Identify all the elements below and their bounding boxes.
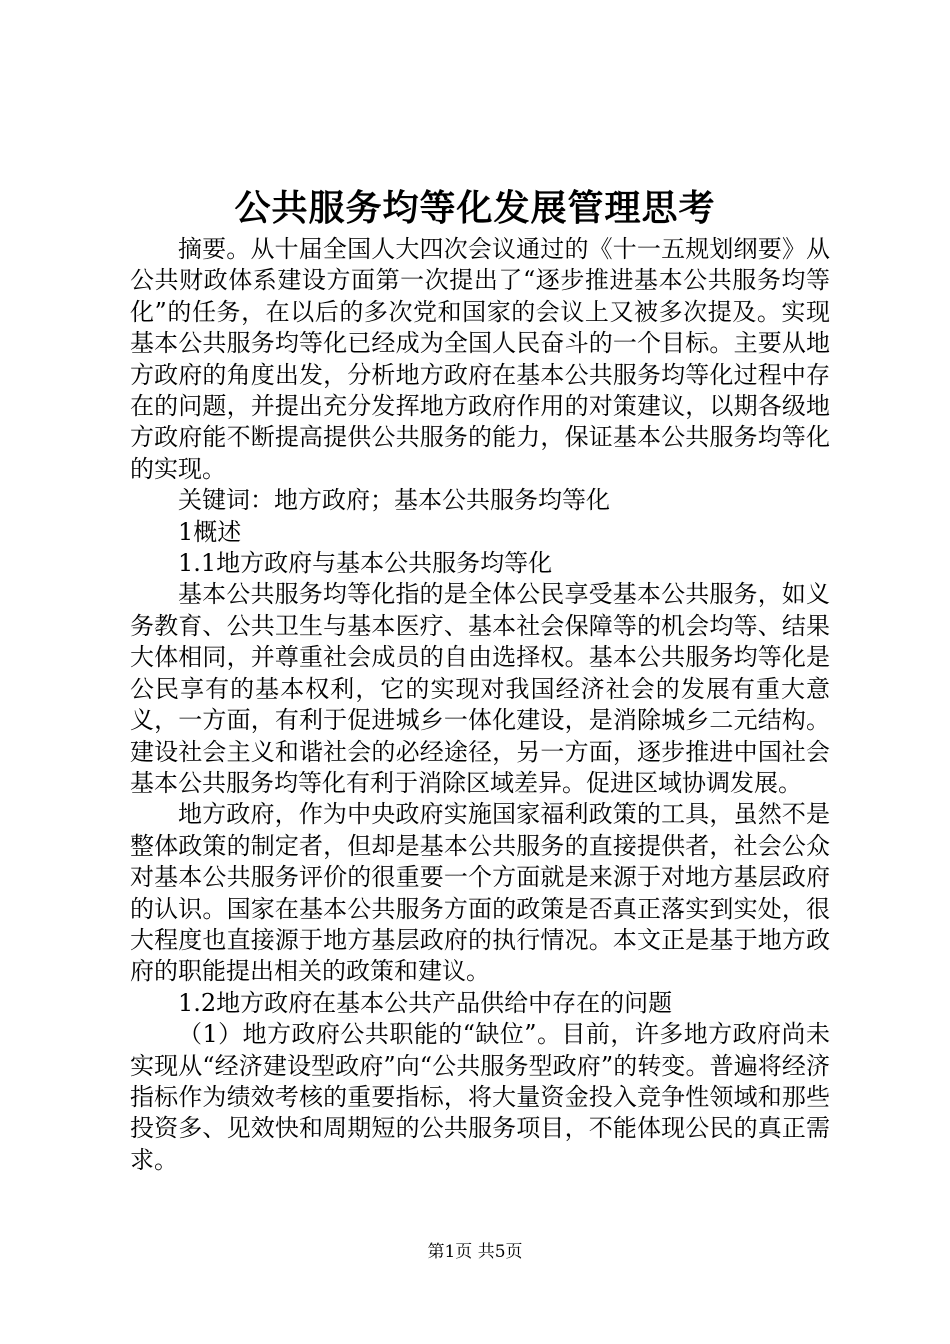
- body-paragraph: （1）地方政府公共职能的“缺位”。目前，许多地方政府尚未实现从“经济建设型政府”向“公共服务型政府”的转变。普遍将经济指标作为绩效考核的重要指标，将大量资金投入竞争性领域和那些投资多、见效快和周期短的公共服务项目，不能体现公民的真正需求。: [130, 1020, 830, 1174]
- keywords-line: 关键词：地方政府；基本公共服务均等化: [178, 486, 610, 515]
- section-heading-overview: 1概述: [178, 517, 242, 546]
- subsection-heading-1-2: 1.2地方政府在基本公共产品供给中存在的问题: [178, 988, 673, 1017]
- body-paragraph: 地方政府，作为中央政府实施国家福利政策的工具，虽然不是整体政策的制定者，但却是基本公共服务的直接提供者，社会公众对基本公共服务评价的很重要一个方面就是来源于对地方基层政府的认识。国家在基本公共服务方面的政策是否真正落实到实处，很大程度也直接源于地方基层政府的执行情况。本文正是基于地方政府的职能提出相关的政策和建议。: [130, 800, 830, 986]
- abstract-paragraph: 摘要。从十届全国人大四次会议通过的《十一五规划纲要》从公共财政体系建设方面第一次提出了“逐步推进基本公共服务均等化”的任务，在以后的多次党和国家的会议上又被多次提及。实现基本公共服务均等化已经成为全国人民奋斗的一个目标。主要从地方政府的角度出发，分析地方政府在基本公共服务均等化过程中存在的问题，并提出充分发挥地方政府作用的对策建议，以期各级地方政府能不断提高提供公共服务的能力，保证基本公共服务均等化的实现。: [130, 235, 830, 483]
- document-title: 公共服务均等化发展管理思考: [234, 187, 716, 229]
- document-body: [130, 234, 830, 1176]
- subsection-heading-1-1: 1.1地方政府与基本公共服务均等化: [178, 549, 553, 578]
- body-paragraph: 基本公共服务均等化指的是全体公民享受基本公共服务，如义务教育、公共卫生与基本医疗、基本社会保障等的机会均等、结果大体相同，并尊重社会成员的自由选择权。基本公共服务均等化是公民享有的基本权利，它的实现对我国经济社会的发展有重大意义，一方面，有利于促进城乡一体化建设，是消除城乡二元结构。建设社会主义和谐社会的必经途径，另一方面，逐步推进中国社会基本公共服务均等化有利于消除区域差异。促进区域协调发展。: [130, 580, 830, 797]
- page-number-footer: 第1页 共5页: [427, 1242, 523, 1262]
